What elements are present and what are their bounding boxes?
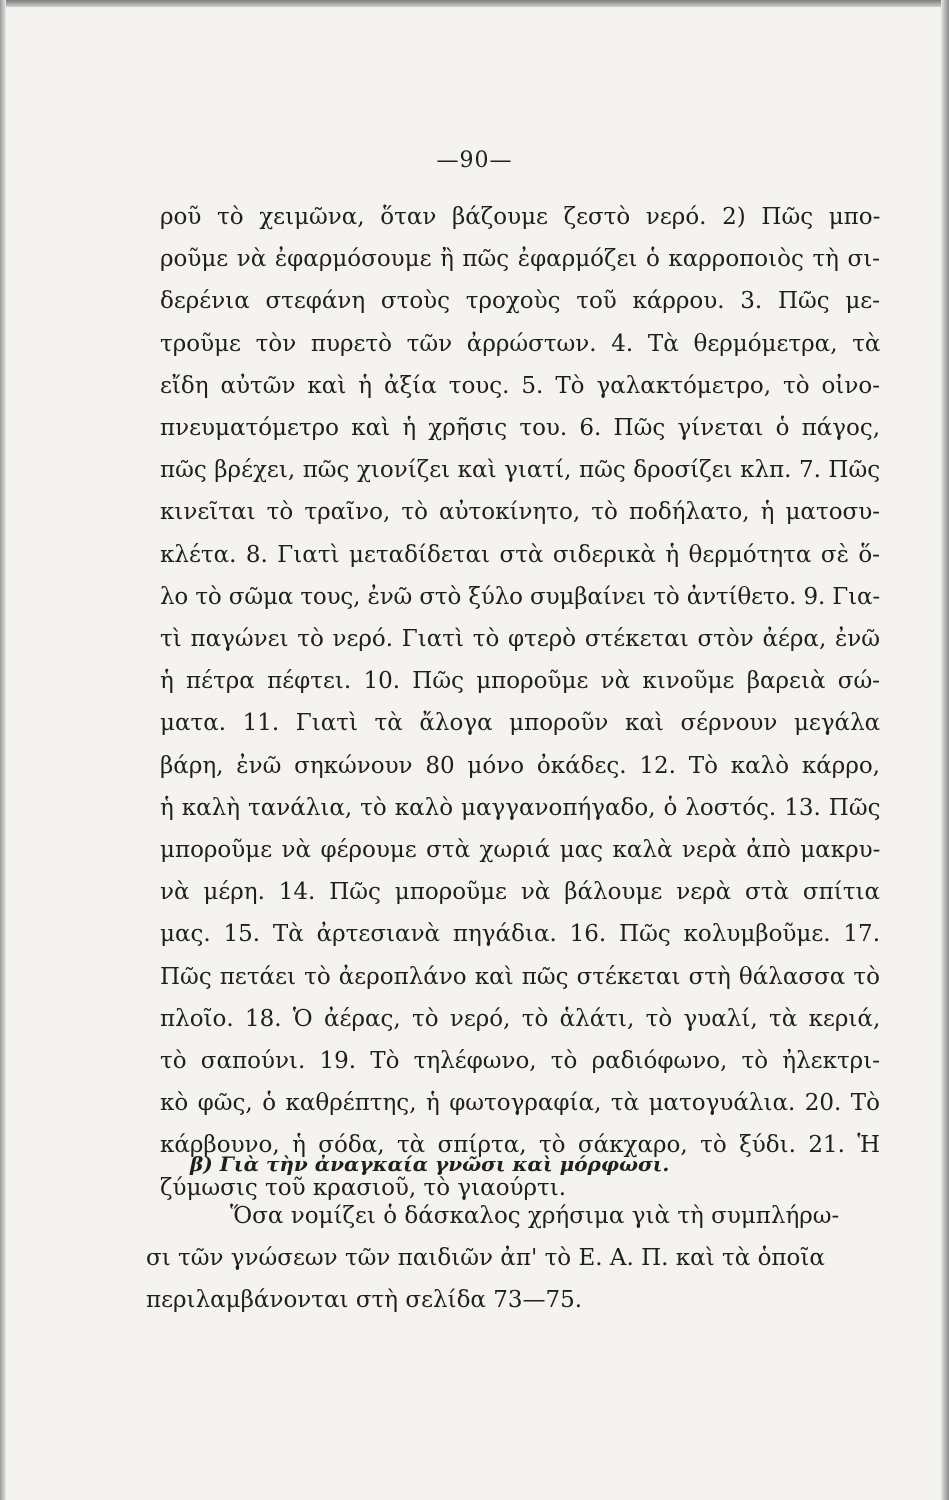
scan-edge-right [941, 0, 949, 1500]
scan-edge-left [0, 0, 6, 1500]
text-line: ματα. 11. Γιατὶ τὰ ἄλογα μποροῦν καὶ σέρνουν μεγάλα [160, 710, 881, 737]
text-line: Πῶς πετάει τὸ ἀεροπλάνο καὶ πῶς στέκεται στὴ θάλασσα τὸ [160, 963, 880, 990]
text-line: ἡ πέτρα πέφτει. 10. Πῶς μποροῦμε νὰ κινοῦμε βαρειὰ σώ- [160, 668, 880, 695]
text-line: πλοῖο. 18. Ὁ ἀέρας, τὸ νερό, τὸ ἁλάτι, τὸ γυαλί, τὰ κεριά, [160, 1005, 881, 1032]
text-line: σι τῶν γνώσεων τῶν παιδιῶν ἀπ' τὸ Ε. Α. Π. καὶ τὰ ὁποῖα [146, 1245, 825, 1271]
text-line: μας. 15. Τὰ ἀρτεσιανὰ πηγάδια. 16. Πῶς κολυμβοῦμε. 17. [160, 921, 880, 948]
text-line: τὸ σαπούνι. 19. Τὸ τηλέφωνο, τὸ ραδιόφωνο, τὸ ἠλεκτρι- [160, 1048, 880, 1075]
scan-edge-top [0, 0, 949, 7]
text-line: ροῦμε νὰ ἐφαρμόσουμε ἢ πῶς ἐφαρμόζει ὁ καρροποιὸς τὴ σι- [160, 246, 880, 273]
text-line: νὰ μέρη. 14. Πῶς μποροῦμε νὰ βάλουμε νερὰ στὰ σπίτια [160, 879, 880, 906]
page-number: —90— [436, 148, 513, 173]
text-line: κὸ φῶς, ὁ καθρέπτης, ἡ φωτογραφία, τὰ ματογυάλια. 20. Τὸ [160, 1090, 880, 1117]
paragraph-2 [146, 1195, 881, 1321]
text-line: λο τὸ σῶμα τους, ἐνῶ στὸ ξύλο συμβαίνει τὸ ἀντίθετο. 9. Για- [160, 583, 880, 610]
section-subheading: β) Γιὰ τὴν ἀναγκαία γνῶσι καὶ μόρφωσι. [190, 1152, 670, 1176]
text-line: κινεῖται τὸ τραῖνο, τὸ αὐτοκίνητο, τὸ ποδήλατο, ἡ ματοσυ- [160, 499, 880, 526]
text-line: τροῦμε τὸν πυρετὸ τῶν ἀρρώστων. 4. Τὰ θερμόμετρα, τὰ [160, 330, 881, 357]
text-line: τὶ παγώνει τὸ νερό. Γιατὶ τὸ φτερὸ στέκεται στὸν ἀέρα, ἐνῶ [160, 626, 881, 653]
text-line: κάρβουνο, ἡ σόδα, τὰ σπίρτα, τὸ σάκχαρο, τὸ ξύδι. 21. Ἡ [160, 1132, 881, 1159]
text-line: Ὅσα νομίζει ὁ δάσκαλος χρήσιμα γιὰ τὴ συμπλήρω- [230, 1203, 840, 1229]
text-line: πῶς βρέχει, πῶς χιονίζει καὶ γιατί, πῶς δροσίζει κλπ. 7. Πῶς [160, 457, 881, 484]
text-line: κλέτα. 8. Γιατὶ μεταδίδεται στὰ σιδερικὰ ἡ θερμότητα σὲ ὅ- [160, 541, 880, 568]
text-line: βάρη, ἐνῶ σηκώνουν 80 μόνο ὀκάδες. 12. Τὸ καλὸ κάρρο, [160, 752, 880, 779]
text-line: περιλαμβάνονται στὴ σελίδα 73—75. [146, 1287, 583, 1313]
text-line-last: ζύμωσις τοῦ κρασιοῦ, τὸ γιαούρτι. [160, 1174, 567, 1201]
text-line: ἡ καλὴ τανάλια, τὸ καλὸ μαγγανοπήγαδο, ὁ λοστός. 13. Πῶς [160, 794, 881, 821]
text-line: εἴδη αὐτῶν καὶ ἡ ἀξία τους. 5. Τὸ γαλακτόμετρο, τὸ οἰνο- [160, 372, 880, 399]
text-line: μποροῦμε νὰ φέρουμε στὰ χωριά μας καλὰ νερὰ ἀπὸ μακρυ- [160, 837, 881, 864]
paragraph-1 [160, 196, 880, 1209]
text-line: δερένια στεφάνη στοὺς τροχοὺς τοῦ κάρρου. 3. Πῶς με- [160, 288, 880, 315]
text-line: ροῦ τὸ χειμῶνα, ὅταν βάζουμε ζεστὸ νερό. 2) Πῶς μπο- [160, 204, 881, 230]
text-line: πνευματόμετρο καὶ ἡ χρῆσις του. 6. Πῶς γίνεται ὁ πάγος, [160, 415, 881, 442]
